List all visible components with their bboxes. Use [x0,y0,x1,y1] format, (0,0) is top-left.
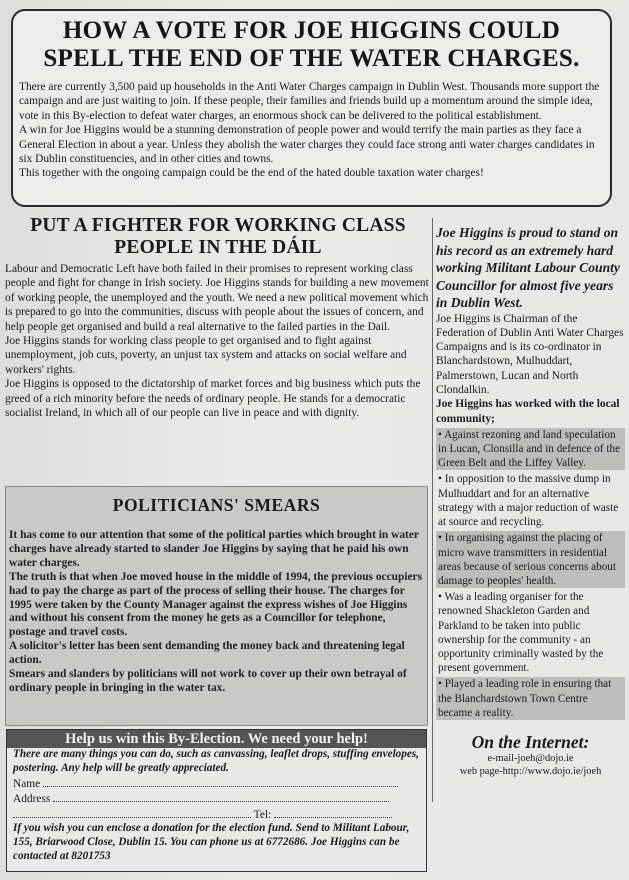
address-field[interactable] [53,791,389,802]
address-line-2-field[interactable] [13,807,251,818]
intro-paragraph-1: There are currently 3,500 paid up households in the Anti Water Charges campaign in Dublin West. Thousands more support the campaign and are just waiting to join. If these people, their families and friends build up a momentum around the simple idea, vote in this By-election to defeat water charges, an enormous shock can be delivered to the political establishment. [19,81,600,122]
donation-text: If you wish you can enclose a donation for the election fund. Send to Militant Labour, 155, Briarwood Close, Dublin 15. You can phone us at 6772686. Joe Higgins can be contacted at 8201753 [13,822,410,862]
fighter-paragraph-1: Labour and Democratic Left have both failed in their promises to represent working class people and fight for change in Irish society. Joe Higgins stands for building a new movement of working people, the unemployed and the youth. We need a new political movement which is prepared to go into the communities, discuss with people about the issues of concern, and help people get organised and build a real alternative to the failed parties in the Dail. [5,263,429,333]
record-lead: Joe Higgins is proud to stand on his record as an extremely hard working Militant Labour County Councillor for almost five years in Dublin West. [436,225,620,310]
record-bullet: • Was a leading organiser for the renowned Shackleton Garden and Parkland to be taken into public ownership for the community - an opportunity criminally wasted by the present government. [438,591,604,675]
internet-heading: On the Internet: [471,731,590,752]
record-bullet: • Played a leading role in ensuring that the Blanchardstown Town Centre became a reality. [436,677,625,720]
fighter-heading-line-1: PUT A FIGHTER FOR WORKING CLASS [30,215,406,236]
main-headline [13,17,610,73]
web-address[interactable]: web page-http://www.dojo.ie/joeh [459,765,602,777]
record-bullet: • In organising against the placing of micro wave transmitters in residential areas because of serious concerns about damage to peoples' health. [436,531,625,588]
headline-line-2: SPELL THE END OF THE WATER CHARGES. [43,45,580,72]
fighter-paragraph-2: Joe Higgins stands for working class people to get organised and to fight against unemployment, job cuts, poverty, an unjust tax system and attacks on social welfare and workers' rights. [5,335,407,376]
tel-label: Tel: [253,808,272,821]
help-text: There are many things you can do, such as canvassing, leaflet drops, stuffing envelopes, postering. Any help will be greatly appreciated. [13,748,419,774]
column-divider [432,218,433,802]
fighter-body [5,262,431,420]
chairman-text: Joe Higgins is Chairman of the Federation of Dublin Anti Water Charges Campaigns and is its co-ordinator in Blanchardstown, Mulhuddart, Palmerstown, Lucan and North Clondalkin. [436,312,624,396]
worked-with-heading: Joe Higgins has worked with the local community; [436,398,620,425]
smears-paragraph-4: Smears and slanders by politicians will not work to cover up their own betrayal of ordinary people in bringing in the water tax. [9,668,407,694]
record-bullet: • Against rezoning and land speculation in Lucan, Clonsilla and in defence of the Green Belt and the Liffey Valley. [436,428,625,471]
smears-box [5,486,428,726]
smears-paragraph-3: A solicitor's letter has been sent demanding the money back and threatening legal action. [9,640,405,667]
name-field[interactable] [43,776,398,787]
address-tel-row[interactable] [7,807,426,823]
smears-paragraph-1: It has come to our attention that some of the political parties which brought in water charges have already started to slander Joe Higgins by saying that he paid his own water charges. [9,529,419,569]
smears-body [6,529,427,696]
headline-line-1: HOW A VOTE FOR JOE HIGGINS COULD [62,17,561,44]
name-field-row[interactable] [7,776,426,792]
intro-text [19,80,605,181]
fighter-heading-line-2: PEOPLE IN THE DÁIL [114,237,322,258]
intro-paragraph-2: A win for Joe Higgins would be a stunning demonstration of people power and would terrify the main parties as they face a General Election in about a year. Unless they abolish the water charges they could face strong anti water charges candidates in six Dublin constituencies, and in other cities and towns. [19,124,595,166]
headline-box [11,9,612,207]
address-label: Address [13,793,51,806]
address-field-row[interactable] [7,791,426,807]
smears-paragraph-2: The truth is that when Joe moved house in the middle of 1994, the previous occupiers had to pay the charge as part of the process of selling their house. The charges for 1995 were taken by the County Manager against the express wishes of Joe Higgins and without his consent from the money he gets as a Councillor for telephone, postage and travel costs. [9,570,423,639]
fighter-heading [5,215,431,259]
help-form-box [6,729,427,872]
fighter-paragraph-3: Joe Higgins is opposed to the dictatorship of market forces and big business which puts the greed of a rich minority before the needs of ordinary people. He stands for a democratic socialist Ireland, in which all of our people can live in peace and with dignity. [5,378,421,420]
smears-heading: POLITICIANS' SMEARS [112,495,321,515]
record-column [436,224,625,778]
tel-field[interactable] [274,807,392,818]
name-label: Name [13,777,41,790]
record-bullet: • In opposition to the massive dump in Mulhuddart and for an alternative strategy with a major reduction of waste at source and recycling. [438,473,619,529]
email-address[interactable]: e-mail-joeh@dojo.ie [487,752,574,764]
help-banner: Help us win this By-Election. We need your help! [7,730,426,748]
intro-paragraph-3: This together with the ongoing campaign could be the end of the hated double taxation water charges! [19,167,484,180]
fighter-section [5,215,431,420]
